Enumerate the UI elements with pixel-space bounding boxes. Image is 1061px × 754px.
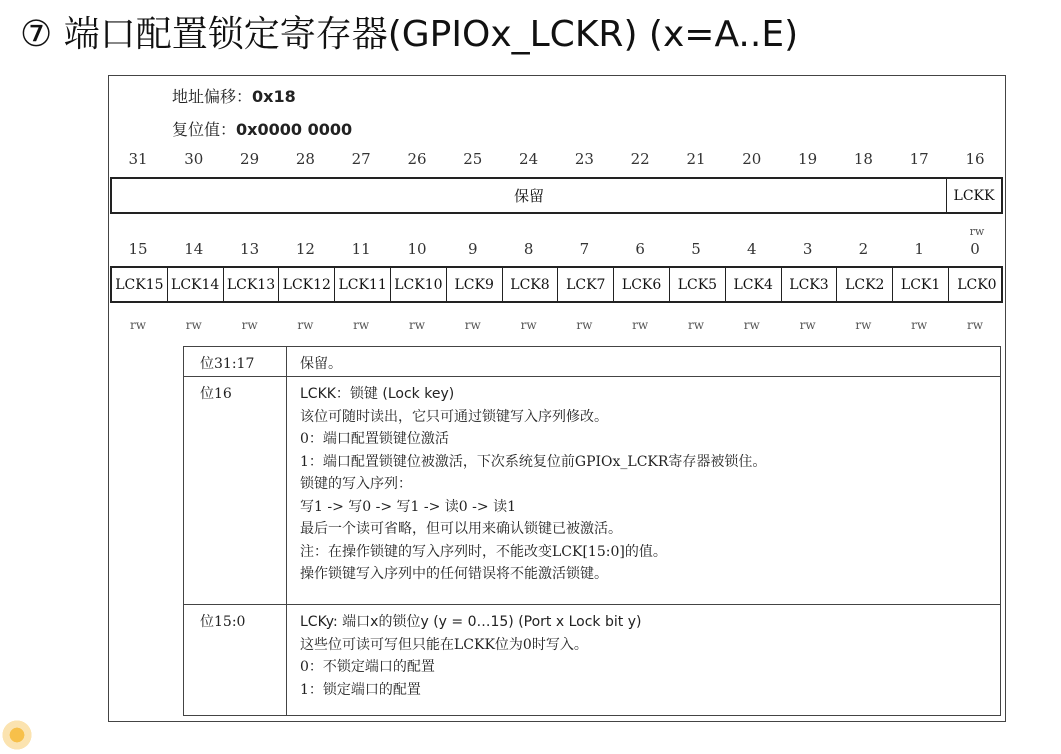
reset-value-label: 复位值： [172, 120, 237, 139]
address-offset-label: 地址偏移： [172, 87, 253, 106]
bit-number: 7 [579, 240, 590, 258]
bit-number: 29 [240, 150, 260, 168]
description-line: 0：端口配置锁键位激活 [300, 431, 449, 447]
lck-field: LCK9 [447, 268, 503, 301]
description-line: 保留。 [300, 356, 342, 372]
access-label: rw [855, 318, 872, 332]
bit-description [300, 611, 990, 701]
description-line: 这些位可读可写但只能在LCKK位为0时写入。 [300, 636, 588, 653]
bit-number: 11 [351, 240, 371, 258]
bit-number: 27 [351, 150, 371, 168]
bit-number: 8 [523, 240, 534, 258]
lck-field: LCK0 [957, 276, 997, 293]
lck-field: LCK7 [558, 268, 614, 301]
lck-field: LCK3 [782, 268, 838, 301]
reserved-field: 保留 [112, 179, 947, 212]
description-line: 注：在操作锁键的写入序列时，不能改变LCK[15:0]的值。 [300, 543, 667, 560]
access-label: rw [464, 318, 481, 332]
access-label: rw [799, 318, 816, 332]
bit-number: 24 [519, 150, 539, 168]
access-label: rw [353, 318, 370, 332]
lck-field: LCK11 [335, 268, 391, 301]
description-line: 1：端口配置锁键位被激活，下次系统复位前GPIOx_LCKR寄存器被锁住。 [300, 453, 767, 470]
description-line: 0：不锁定端口的配置 [300, 659, 435, 675]
access-label: rw [576, 318, 593, 332]
description-line: 锁键的写入序列： [300, 476, 412, 492]
bit-number: 18 [853, 150, 873, 168]
lower-register-row [110, 266, 1003, 303]
description-row [184, 347, 1000, 377]
bit-number: 26 [407, 150, 427, 168]
lck-field: LCK5 [670, 268, 726, 301]
address-offset [172, 84, 296, 107]
description-line: 1：锁定端口的配置 [300, 681, 421, 698]
bit-number: 15 [128, 240, 148, 258]
description-line: 该位可随时读出，它只可通过锁键写入序列修改。 [300, 408, 608, 425]
access-label: rw [408, 318, 425, 332]
address-offset-value: 0x18 [252, 87, 296, 106]
bit-number: 1 [914, 240, 924, 258]
bit-number: 3 [802, 240, 813, 258]
bit-description-table [183, 346, 1001, 716]
bit-number: 30 [184, 150, 204, 168]
bit-number: 13 [240, 240, 260, 258]
description-row [184, 605, 1000, 715]
access-label: rw [520, 318, 537, 332]
access-label: rw [966, 318, 983, 332]
description-line: 操作锁键写入序列中的任何错误将不能激活锁键。 [300, 566, 608, 582]
lck-field: LCK2 [837, 268, 893, 301]
lck-field: LCK1 [893, 268, 949, 301]
reset-value [172, 117, 352, 140]
logo-icon [0, 718, 34, 752]
description-line: LCKK：锁键 (Lock key) [300, 386, 455, 402]
bit-number: 21 [686, 150, 706, 168]
page-title: ⑦ 端口配置锁定寄存器(GPIOx_LCKR) (x=A..E) [20, 14, 799, 55]
lckk-field: LCKK [953, 187, 995, 204]
lck-field: LCK6 [614, 268, 670, 301]
bit-number: 17 [909, 150, 929, 168]
bit-number: 5 [691, 240, 701, 258]
bit-number: 23 [574, 150, 594, 168]
bit-number: 25 [463, 150, 483, 168]
bit-number: 31 [128, 150, 148, 168]
bit-number: 0 [970, 240, 980, 258]
access-label: rw [129, 318, 146, 332]
lck-field: LCK13 [224, 268, 280, 301]
bit-number: 4 [747, 240, 757, 258]
access-label: rw [241, 318, 258, 332]
description-row [184, 377, 1000, 605]
bit-number: 16 [965, 150, 985, 168]
upper-register-row [110, 177, 1003, 214]
bit-description [300, 383, 990, 586]
lck-field: LCK15 [112, 268, 168, 301]
bit-number: 10 [407, 240, 427, 258]
lck-field: LCK12 [279, 268, 335, 301]
bit-range: 位15:0 [184, 605, 287, 715]
bit-number: 14 [184, 240, 204, 258]
description-line: LCKy: 端口x的锁位y (y = 0…15) (Port x Lock bit y) [300, 614, 642, 630]
lck-field: LCK8 [503, 268, 559, 301]
lck-field: LCK10 [391, 268, 447, 301]
access-label: rw [632, 318, 649, 332]
bit-number: 12 [295, 240, 315, 258]
bit-number: 6 [635, 240, 645, 258]
bit-number: 20 [742, 150, 762, 168]
bit-number: 22 [630, 150, 650, 168]
bit-number: 19 [798, 150, 818, 168]
access-label: rw [185, 318, 202, 332]
description-line: 写1 -> 写0 -> 写1 -> 读0 -> 读1 [300, 498, 516, 515]
bit-number: 2 [858, 240, 869, 258]
access-label: rw [743, 318, 760, 332]
bit-number: 28 [295, 150, 315, 168]
lck-field: LCK14 [168, 268, 224, 301]
bit-number: 9 [468, 240, 478, 258]
bit-range: 位16 [184, 377, 287, 604]
bit-range: 位31:17 [184, 347, 287, 376]
reset-value-value: 0x0000 0000 [236, 120, 353, 139]
access-label: rw [687, 318, 704, 332]
access-label: rw [911, 318, 928, 332]
access-label: rw [297, 318, 314, 332]
lck-field: LCK4 [726, 268, 782, 301]
lckk-access: rw [969, 225, 985, 238]
description-line: 最后一个读可省略，但可以用来确认锁键已被激活。 [300, 521, 622, 537]
bit-description [300, 353, 990, 376]
